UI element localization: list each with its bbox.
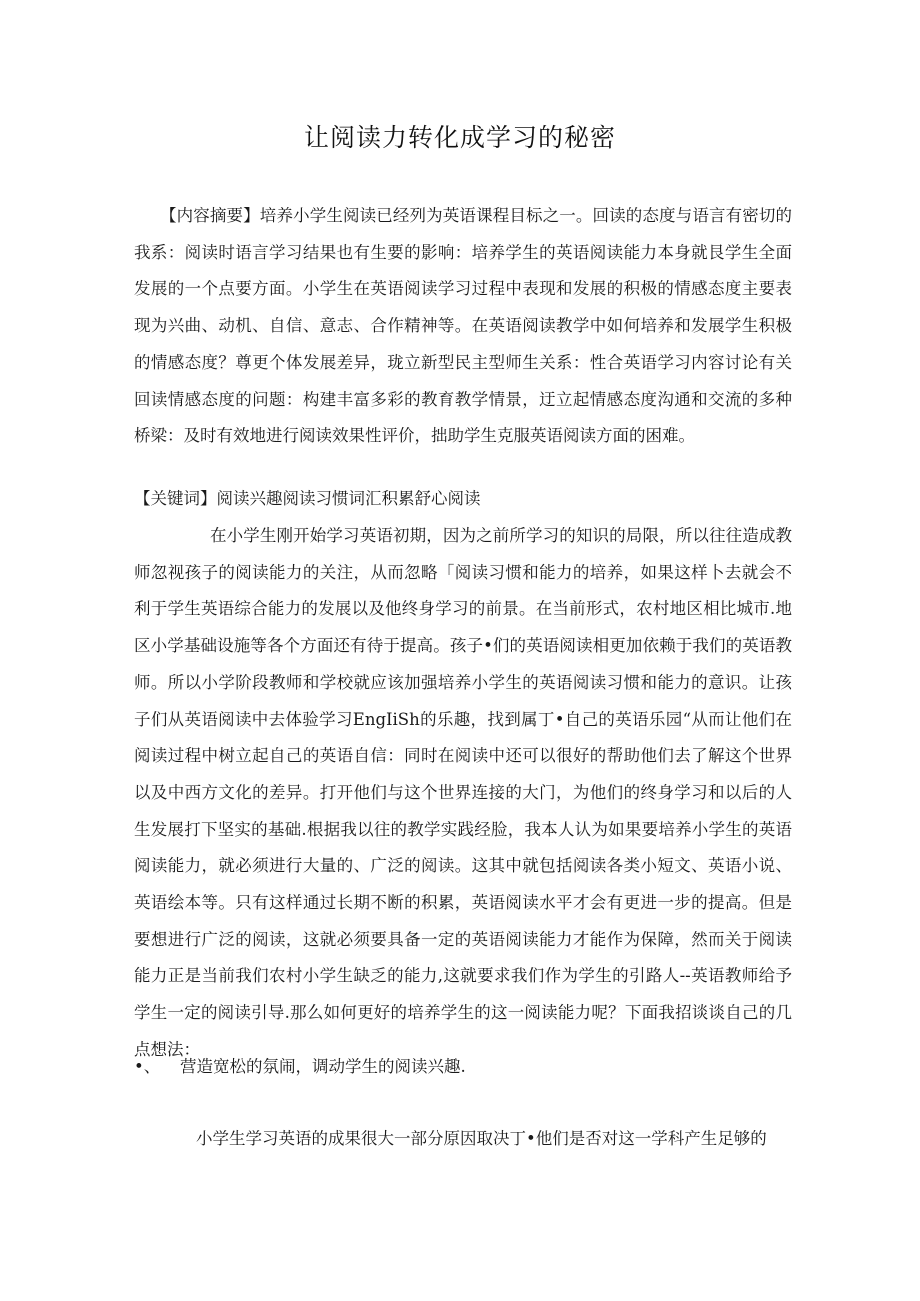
body-paragraph-1: 在小学生刚开始学习英语初期，因为之前所学习的知识的局限，所以往往造成教师忽视孩子的阅读能力的关注，从而忽略「阅读习惯和能力的培养，如果这样卜去就会不利于学生英语综合能力的发展以及他终身学习的前景。在当前形式，农村地区相比城市.地区小学基础设施等各个方面还有待于提高。孩子•们的英语阅读相更加依赖于我们的英语教师。所以小学阶段教师和学校就应该加强培养小学生的英语阅读习惯和能力的意识。让孩子们从英语阅读中去体验学习EngIiSh的乐趣，找到属丁•自己的英语乐园“从而让他们在阅读过程中树立起自己的英语自信：同时在阅读中还可以很好的帮助他们去了解这个世界以及中西方文化的差异。打开他们与这个世界连接的大门，为他们的终身学习和以后的人生发展打下坚实的基础.根据我以往的教学实践经脸，我本人认为如果要培养小学生的英语阅读能力，就必须进行大量的、广泛的阅读。这其中就包括阅读各类小短文、英语小说、英语绘本等。只有这样通过长期不断的积累，英语阅读水平才会有更进一步的提高。但是要想进行广泛的阅读，这就必须要具备一定的英语阅读能力才能作为保障，然而关于阅读能力正是当前我们农村小学生缺乏的能力,这就要求我们作为学生的引路人--英语教师给予学生一定的阅读引导.那么如何更好的培养学生的这一阅读能力呢？下面我招谈谈自己的几点想法： — [134, 526, 792, 1059]
abstract-paragraph: 【内容摘要】培养小学生阅读已经列为英语课程目标之一。回读的态度与语言有密切的我系：阅读时语言学习结果也有生要的影响：培养学生的英语阅读能力本身就艮学生全面发展的一个点要方面。小学生在英语阅读学习过程中表现和发展的积极的情感态度主要表现为兴曲、动机、自信、意志、合作精神等。在英语阅读教学中如何培养和发展学生积极的情感态度？尊更个体发展差异，珑立新型民主型师生关系：性合英语学习内容讨论有关回读情感态度的问题：构建丰富多彩的教育教学情景，迂立起情感态度沟通和交流的多种桥梁：及时有效地进行阅读效果性评价，拙助学生克服英语阅读方面的困难。 — [134, 206, 792, 446]
section-bullet: •、 — [134, 1057, 161, 1076]
document-title: 让阅读力转化成学习的秘密 — [303, 123, 616, 152]
keywords-line: 【关键词】阅读兴趣阅读习惯词汇积累舒心阅读 — [134, 489, 481, 508]
body-paragraph-2: 小学生学习英语的成果很大一部分原因取决丁•他们是否对这一学科产生足够的 — [196, 1129, 767, 1148]
section-heading-text: 营造宽松的氛闹，调动学生的阅读兴趣. — [180, 1057, 466, 1076]
section-heading-1 — [134, 1049, 792, 1086]
